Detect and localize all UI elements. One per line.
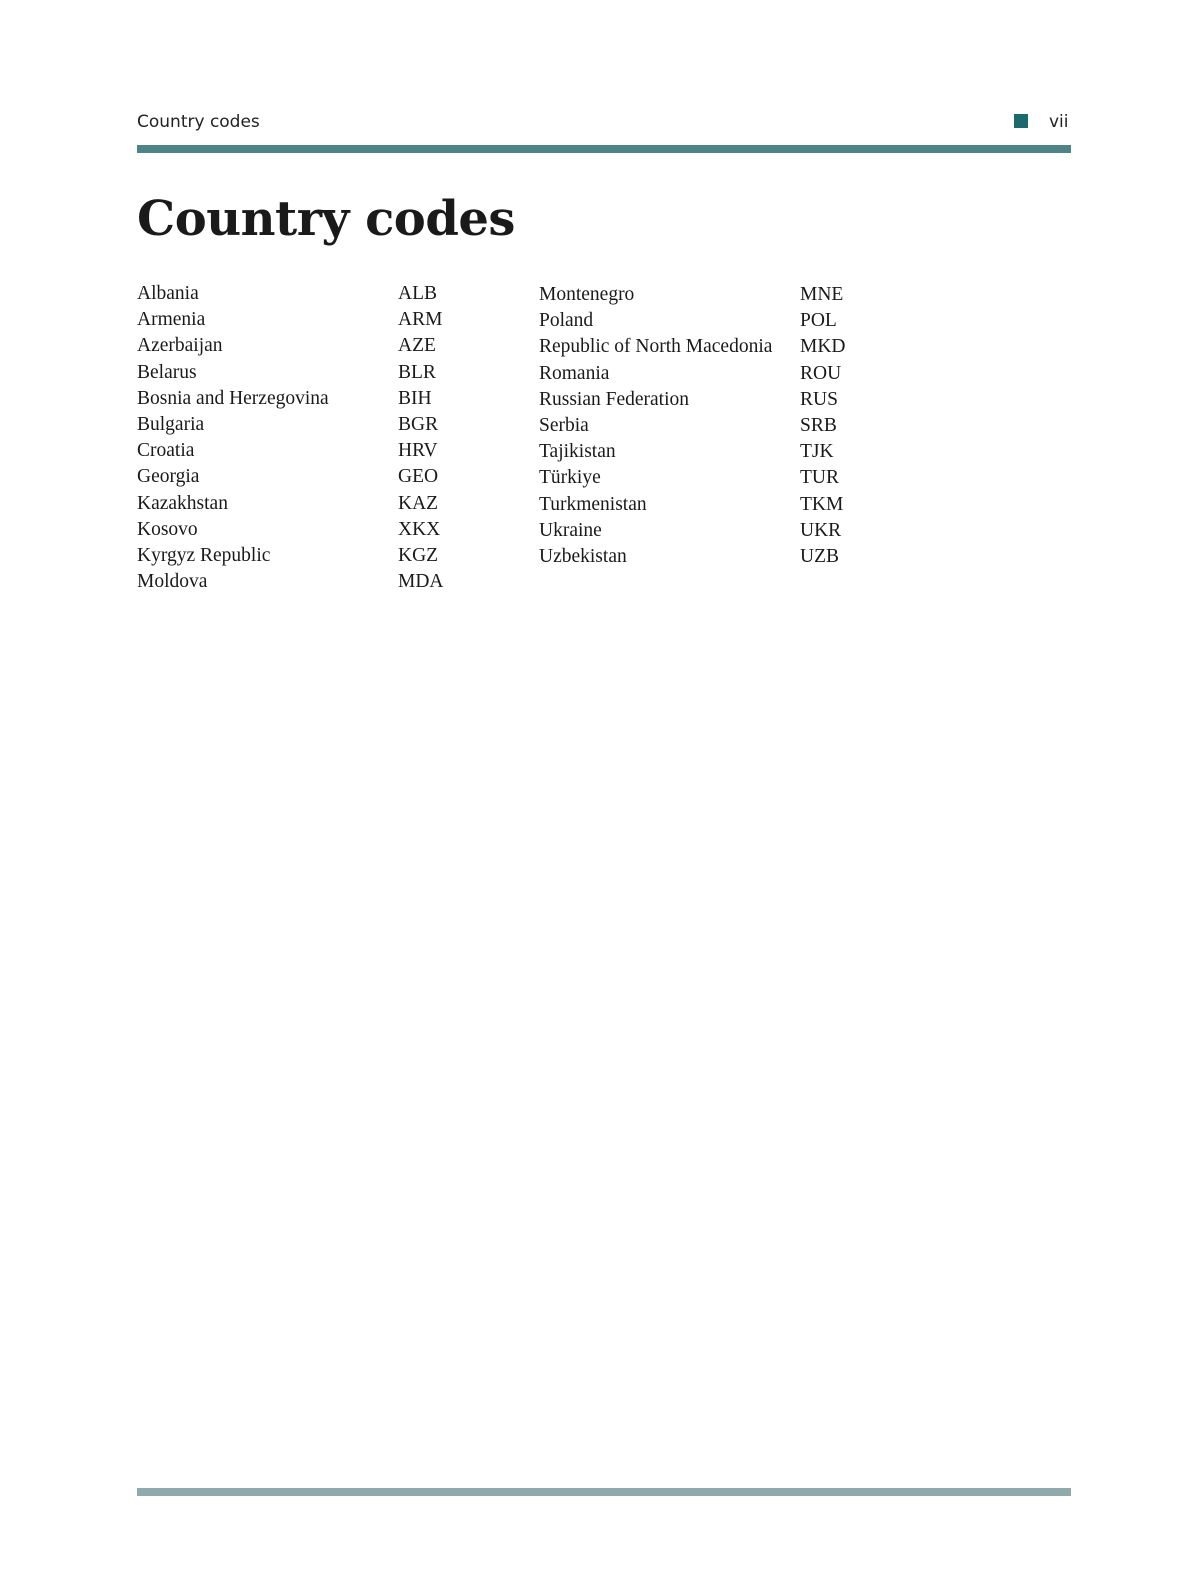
square-marker-icon bbox=[1014, 114, 1028, 128]
country-code: KAZ bbox=[398, 492, 439, 514]
country-code: HRV bbox=[398, 440, 438, 462]
running-header-title: Country codes bbox=[137, 112, 260, 132]
country-name: Azerbaijan bbox=[137, 335, 223, 357]
country-code: UKR bbox=[800, 519, 842, 541]
table-row bbox=[137, 333, 444, 359]
table-row bbox=[137, 360, 444, 386]
country-name: Belarus bbox=[137, 361, 197, 383]
country-name: Montenegro bbox=[539, 284, 635, 306]
country-code: MDA bbox=[398, 571, 444, 593]
country-codes-right-column bbox=[539, 282, 846, 570]
country-code: MNE bbox=[800, 284, 844, 306]
country-code: MKD bbox=[800, 336, 846, 358]
country-name: Russian Federation bbox=[539, 388, 690, 410]
table-row bbox=[539, 282, 846, 308]
country-name: Uzbekistan bbox=[539, 545, 627, 567]
table-row bbox=[539, 361, 846, 387]
table-row bbox=[539, 439, 846, 465]
table-row bbox=[137, 543, 444, 569]
country-code: BGR bbox=[398, 414, 439, 436]
table-row bbox=[137, 386, 444, 412]
country-name: Moldova bbox=[137, 571, 208, 593]
country-code: RUS bbox=[800, 388, 838, 410]
country-code: ARM bbox=[398, 309, 443, 331]
country-name: Turkmenistan bbox=[539, 493, 647, 515]
country-name: Bosnia and Herzegovina bbox=[137, 387, 329, 409]
country-name: Tajikistan bbox=[539, 441, 616, 463]
table-row bbox=[539, 413, 846, 439]
country-name: Romania bbox=[539, 362, 610, 384]
country-code: AZE bbox=[398, 335, 436, 357]
country-code: UZB bbox=[800, 545, 839, 567]
table-row bbox=[137, 491, 444, 517]
country-code: ALB bbox=[398, 283, 437, 305]
country-name: Bulgaria bbox=[137, 414, 205, 436]
country-code: SRB bbox=[800, 415, 837, 437]
table-row bbox=[539, 308, 846, 334]
country-name: Albania bbox=[137, 283, 199, 305]
country-name: Poland bbox=[539, 310, 594, 332]
country-code: XKX bbox=[398, 518, 441, 540]
country-code: TJK bbox=[800, 441, 834, 463]
table-row bbox=[137, 464, 444, 490]
table-row bbox=[539, 492, 846, 518]
country-name: Armenia bbox=[137, 309, 206, 331]
country-name: Croatia bbox=[137, 440, 195, 462]
page-number: vii bbox=[1049, 112, 1069, 132]
table-row bbox=[539, 334, 846, 360]
country-name: Türkiye bbox=[539, 467, 601, 489]
country-code: TUR bbox=[800, 467, 839, 489]
country-code: GEO bbox=[398, 466, 439, 488]
table-row bbox=[137, 438, 444, 464]
table-row bbox=[539, 544, 846, 570]
country-name: Kazakhstan bbox=[137, 492, 228, 514]
country-name: Serbia bbox=[539, 415, 589, 437]
footer-rule bbox=[137, 1488, 1071, 1496]
page-title: Country codes bbox=[137, 191, 515, 247]
country-name: Georgia bbox=[137, 466, 200, 488]
table-row bbox=[137, 517, 444, 543]
table-row bbox=[137, 281, 444, 307]
table-row bbox=[539, 518, 846, 544]
table-row bbox=[137, 412, 444, 438]
country-code: ROU bbox=[800, 362, 842, 384]
country-name: Republic of North Macedonia bbox=[539, 336, 773, 358]
table-row bbox=[137, 569, 444, 595]
country-code: BIH bbox=[398, 387, 432, 409]
country-name: Ukraine bbox=[539, 519, 602, 541]
table-row bbox=[539, 387, 846, 413]
table-row bbox=[539, 465, 846, 491]
country-code: POL bbox=[800, 310, 837, 332]
country-code: BLR bbox=[398, 361, 436, 383]
country-name: Kosovo bbox=[137, 518, 198, 540]
table-row bbox=[137, 307, 444, 333]
country-code: TKM bbox=[800, 493, 844, 515]
header-rule bbox=[137, 145, 1071, 153]
country-code: KGZ bbox=[398, 544, 439, 566]
country-codes-left-column bbox=[137, 281, 444, 595]
country-name: Kyrgyz Republic bbox=[137, 544, 271, 566]
